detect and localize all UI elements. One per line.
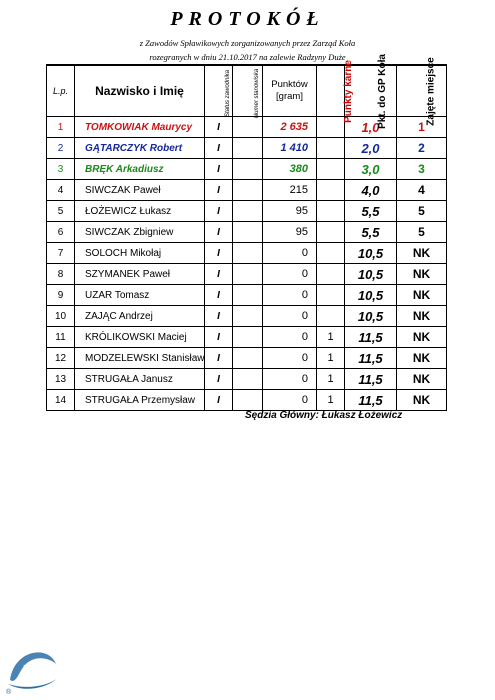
cell-status: I bbox=[205, 180, 233, 201]
cell-points: 0 bbox=[263, 306, 317, 327]
header-penalty bbox=[317, 59, 354, 123]
cell-status: I bbox=[205, 159, 233, 180]
cell-lp: 6 bbox=[47, 222, 75, 243]
header-gp-label: Pkt. do GP Koła bbox=[376, 53, 388, 129]
cell-place: 1 bbox=[397, 117, 447, 138]
cell-place: NK bbox=[397, 390, 447, 411]
cell-status: I bbox=[205, 369, 233, 390]
cell-number bbox=[233, 159, 263, 180]
cell-name: STRUGAŁA Janusz bbox=[75, 369, 205, 390]
cell-gp: 10,5 bbox=[345, 285, 397, 306]
cell-name: BRĘK Arkadiusz bbox=[75, 159, 205, 180]
table-row bbox=[47, 264, 447, 285]
cell-name: SIWCZAK Paweł bbox=[75, 180, 205, 201]
cell-status: I bbox=[205, 117, 233, 138]
cell-number bbox=[233, 138, 263, 159]
table-row bbox=[47, 159, 447, 180]
cell-penalty bbox=[317, 180, 345, 201]
cell-number bbox=[233, 285, 263, 306]
cell-points: 0 bbox=[263, 348, 317, 369]
cell-status: I bbox=[205, 201, 233, 222]
cell-number bbox=[233, 243, 263, 264]
header-number bbox=[233, 65, 263, 117]
header-status bbox=[205, 65, 233, 117]
cell-points: 0 bbox=[263, 264, 317, 285]
cell-name: ŁOŻEWICZ Łukasz bbox=[75, 201, 205, 222]
cell-points: 215 bbox=[263, 180, 317, 201]
cell-points: 0 bbox=[263, 390, 317, 411]
cell-number bbox=[233, 306, 263, 327]
cell-place: NK bbox=[397, 369, 447, 390]
cell-penalty: 1 bbox=[317, 390, 345, 411]
cell-place: NK bbox=[397, 306, 447, 327]
cell-lp: 5 bbox=[47, 201, 75, 222]
cell-gp: 2,0 bbox=[345, 138, 397, 159]
cell-penalty bbox=[317, 222, 345, 243]
table-row bbox=[47, 348, 447, 369]
cell-place: 5 bbox=[397, 201, 447, 222]
cell-penalty bbox=[317, 117, 345, 138]
cell-name: SZYMANEK Paweł bbox=[75, 264, 205, 285]
cell-lp: 12 bbox=[47, 348, 75, 369]
cell-place: 5 bbox=[397, 222, 447, 243]
cell-lp: 14 bbox=[47, 390, 75, 411]
table-row bbox=[47, 306, 447, 327]
cell-points: 0 bbox=[263, 285, 317, 306]
cell-status: I bbox=[205, 222, 233, 243]
cell-status: I bbox=[205, 243, 233, 264]
cell-number bbox=[233, 117, 263, 138]
cell-lp: 13 bbox=[47, 369, 75, 390]
cell-lp: 7 bbox=[47, 243, 75, 264]
cell-status: I bbox=[205, 138, 233, 159]
table-row bbox=[47, 390, 447, 411]
cell-place: NK bbox=[397, 285, 447, 306]
cell-place: 3 bbox=[397, 159, 447, 180]
cell-status: I bbox=[205, 327, 233, 348]
cell-place: 4 bbox=[397, 180, 447, 201]
cell-points: 1 410 bbox=[263, 138, 317, 159]
cell-points: 0 bbox=[263, 369, 317, 390]
header-status-label: Status zawodnika bbox=[225, 69, 232, 117]
cell-name: SIWCZAK Zbigniew bbox=[75, 222, 205, 243]
cell-number bbox=[233, 201, 263, 222]
cell-name: STRUGAŁA Przemysław bbox=[75, 390, 205, 411]
cell-number bbox=[233, 348, 263, 369]
cell-points: 380 bbox=[263, 159, 317, 180]
table-row bbox=[47, 201, 447, 222]
cell-penalty bbox=[317, 201, 345, 222]
cell-gp: 11,5 bbox=[345, 327, 397, 348]
cell-points: 95 bbox=[263, 201, 317, 222]
cell-lp: 4 bbox=[47, 180, 75, 201]
header-penalty-label: Punkty karne bbox=[342, 59, 354, 123]
chief-judge: Sędzia Główny: Łukasz Łożewicz bbox=[245, 410, 403, 421]
table-row bbox=[47, 285, 447, 306]
logo-text: PZW bbox=[22, 663, 52, 678]
table-row bbox=[47, 222, 447, 243]
pzw-logo bbox=[4, 640, 62, 695]
cell-lp: 11 bbox=[47, 327, 75, 348]
cell-penalty: 1 bbox=[317, 348, 345, 369]
cell-gp: 4,0 bbox=[345, 180, 397, 201]
logo-registered-mark: ® bbox=[6, 689, 12, 696]
cell-gp: 1,0 bbox=[345, 117, 397, 138]
cell-status: I bbox=[205, 348, 233, 369]
cell-lp: 2 bbox=[47, 138, 75, 159]
cell-status: I bbox=[205, 390, 233, 411]
cell-place: NK bbox=[397, 264, 447, 285]
table-row bbox=[47, 243, 447, 264]
header-points-label: Punktów [gram] bbox=[271, 79, 308, 102]
cell-number bbox=[233, 327, 263, 348]
cell-gp: 11,5 bbox=[345, 390, 397, 411]
cell-place: NK bbox=[397, 243, 447, 264]
cell-penalty bbox=[317, 285, 345, 306]
header-place-label: Zajęte miejsce bbox=[425, 56, 437, 126]
cell-status: I bbox=[205, 285, 233, 306]
cell-name: SOLOCH Mikołaj bbox=[75, 243, 205, 264]
cell-lp: 1 bbox=[47, 117, 75, 138]
cell-lp: 8 bbox=[47, 264, 75, 285]
header-points bbox=[263, 65, 317, 117]
cell-number bbox=[233, 180, 263, 201]
cell-number bbox=[233, 369, 263, 390]
cell-place: NK bbox=[397, 348, 447, 369]
subtitle-line-1: z Zawodów Spławikowych zorganizowanych przez Zarząd Koła bbox=[139, 38, 356, 48]
cell-gp: 10,5 bbox=[345, 306, 397, 327]
cell-penalty bbox=[317, 159, 345, 180]
table-body bbox=[47, 117, 447, 411]
cell-penalty: 1 bbox=[317, 327, 345, 348]
cell-penalty bbox=[317, 306, 345, 327]
cell-name: MODZELEWSKI Stanisław bbox=[75, 348, 205, 369]
cell-name: UZAR Tomasz bbox=[75, 285, 205, 306]
cell-gp: 11,5 bbox=[345, 348, 397, 369]
header-number-label: Numer stanowiska bbox=[254, 68, 261, 118]
cell-gp: 10,5 bbox=[345, 243, 397, 264]
cell-gp: 3,0 bbox=[345, 159, 397, 180]
cell-points: 0 bbox=[263, 327, 317, 348]
cell-name: KRÓLIKOWSKI Maciej bbox=[75, 327, 205, 348]
cell-place: NK bbox=[397, 327, 447, 348]
cell-place: 2 bbox=[397, 138, 447, 159]
cell-status: I bbox=[205, 306, 233, 327]
cell-number bbox=[233, 222, 263, 243]
cell-status: I bbox=[205, 264, 233, 285]
table-row bbox=[47, 138, 447, 159]
cell-gp: 11,5 bbox=[345, 369, 397, 390]
header-place bbox=[397, 56, 447, 126]
header-lp: L.p. bbox=[47, 65, 75, 117]
cell-number bbox=[233, 264, 263, 285]
cell-lp: 3 bbox=[47, 159, 75, 180]
cell-points: 2 635 bbox=[263, 117, 317, 138]
cell-penalty bbox=[317, 264, 345, 285]
cell-name: ZAJĄC Andrzej bbox=[75, 306, 205, 327]
cell-number bbox=[233, 390, 263, 411]
cell-penalty bbox=[317, 138, 345, 159]
table-row bbox=[47, 180, 447, 201]
cell-gp: 5,5 bbox=[345, 201, 397, 222]
cell-lp: 10 bbox=[47, 306, 75, 327]
cell-points: 0 bbox=[263, 243, 317, 264]
cell-penalty: 1 bbox=[317, 369, 345, 390]
table-row bbox=[47, 327, 447, 348]
header-name: Nazwisko i Imię bbox=[75, 65, 205, 117]
page-title: PROTOKÓŁ bbox=[170, 8, 325, 30]
cell-penalty bbox=[317, 243, 345, 264]
cell-gp: 5,5 bbox=[345, 222, 397, 243]
cell-points: 95 bbox=[263, 222, 317, 243]
cell-name: GĄTARCZYK Robert bbox=[75, 138, 205, 159]
cell-lp: 9 bbox=[47, 285, 75, 306]
table-row bbox=[47, 369, 447, 390]
cell-name: TOMKOWIAK Maurycy bbox=[75, 117, 205, 138]
subtitle-line-2: rozegranych w dniu 21.10.2017 na zalewie Radzyny Duże bbox=[149, 52, 346, 62]
cell-gp: 10,5 bbox=[345, 264, 397, 285]
